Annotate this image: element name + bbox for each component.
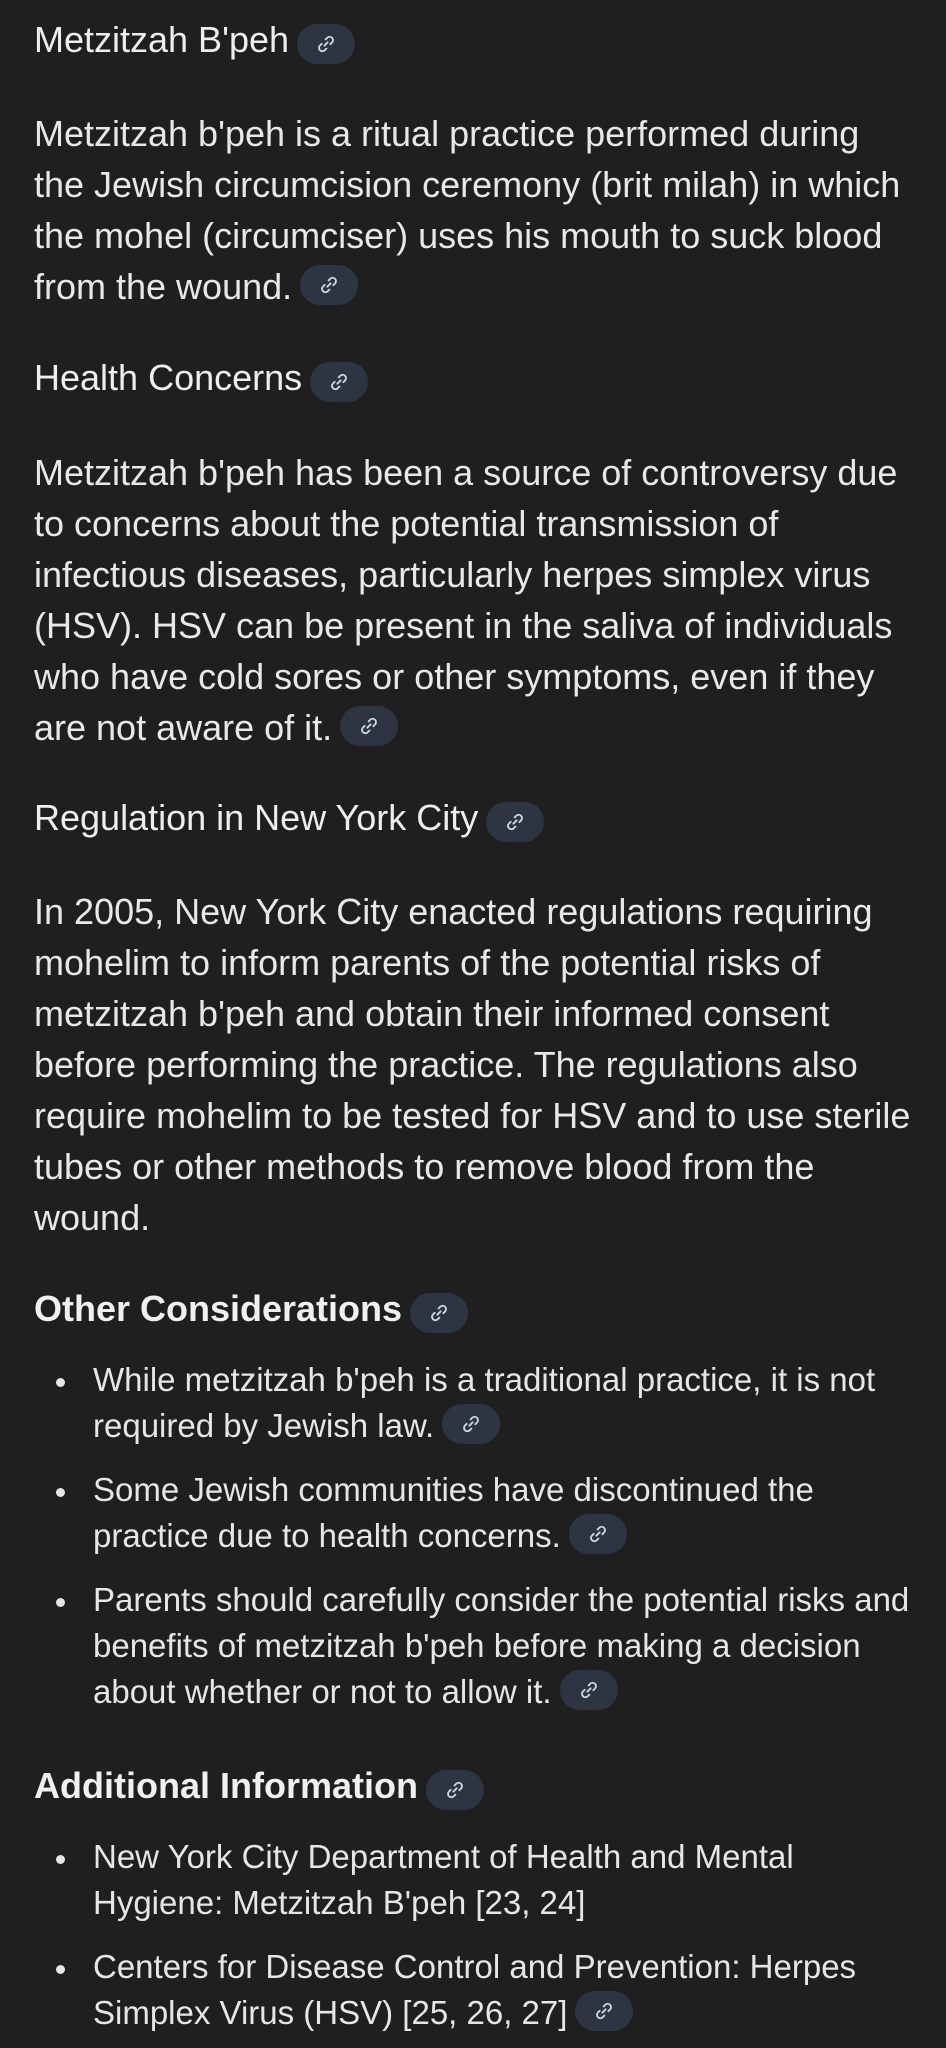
link-icon[interactable] [297, 24, 355, 64]
section-title-row [34, 18, 912, 68]
nyc-heading: Regulation in New York City [34, 797, 479, 838]
health-paragraph [34, 447, 912, 753]
link-icon[interactable] [300, 265, 358, 305]
nyc-text: In 2005, New York City enacted regulations requiring mohelim to inform parents of the potential risks of metzitzah b'peh and obtain their informed consent before performing the practice. The regulations also require mohelim to be tested for HSV and to use sterile tubes or other methods to remove blood from the wound. [34, 891, 911, 1238]
link-icon[interactable] [569, 1514, 627, 1554]
link-icon[interactable] [410, 1293, 468, 1333]
list-item: Centers for Disease Control and Prevention: Herpes Simplex Virus (HSV) [25, 26, 27] [34, 1944, 912, 2036]
nyc-heading-row [34, 796, 912, 846]
section-title: Metzitzah B'peh [34, 19, 290, 60]
link-icon[interactable] [426, 1770, 484, 1810]
nyc-paragraph [34, 886, 912, 1243]
link-icon[interactable] [486, 802, 544, 842]
list-item: While metzitzah b'peh is a traditional practice, it is not required by Jewish law. [34, 1357, 912, 1449]
intro-paragraph [34, 108, 912, 312]
link-icon[interactable] [575, 1991, 633, 2031]
additional-heading: Additional Information [34, 1765, 418, 1806]
list-item: Some Jewish communities have discontinued the practice due to health concerns. [34, 1467, 912, 1559]
other-list [34, 1357, 912, 1715]
health-text: Metzitzah b'peh has been a source of controversy due to concerns about the potential transmission of infectious diseases, particularly herpes simplex virus (HSV). HSV can be present in the saliva of individuals who have cold sores or other symptoms, even if they are not aware of it. [34, 452, 898, 748]
health-heading-row [34, 356, 912, 406]
list-item: Parents should carefully consider the potential risks and benefits of metzitzah b'peh before making a decision about whether or not to allow it. [34, 1577, 912, 1715]
link-icon[interactable] [340, 706, 398, 746]
link-icon[interactable] [310, 362, 368, 402]
health-heading: Health Concerns [34, 357, 303, 398]
other-heading-row [34, 1287, 912, 1337]
other-heading: Other Considerations [34, 1288, 403, 1329]
link-icon[interactable] [560, 1670, 618, 1710]
additional-list [34, 1834, 912, 2036]
link-icon[interactable] [442, 1404, 500, 1444]
additional-heading-row [34, 1764, 912, 1814]
intro-text: Metzitzah b'peh is a ritual practice performed during the Jewish circumcision ceremony (brit milah) in which the mohel (circumciser) uses his mouth to suck blood from the wound. [34, 113, 901, 307]
list-item: New York City Department of Health and Mental Hygiene: Metzitzah B'peh [23, 24] [34, 1834, 912, 1926]
